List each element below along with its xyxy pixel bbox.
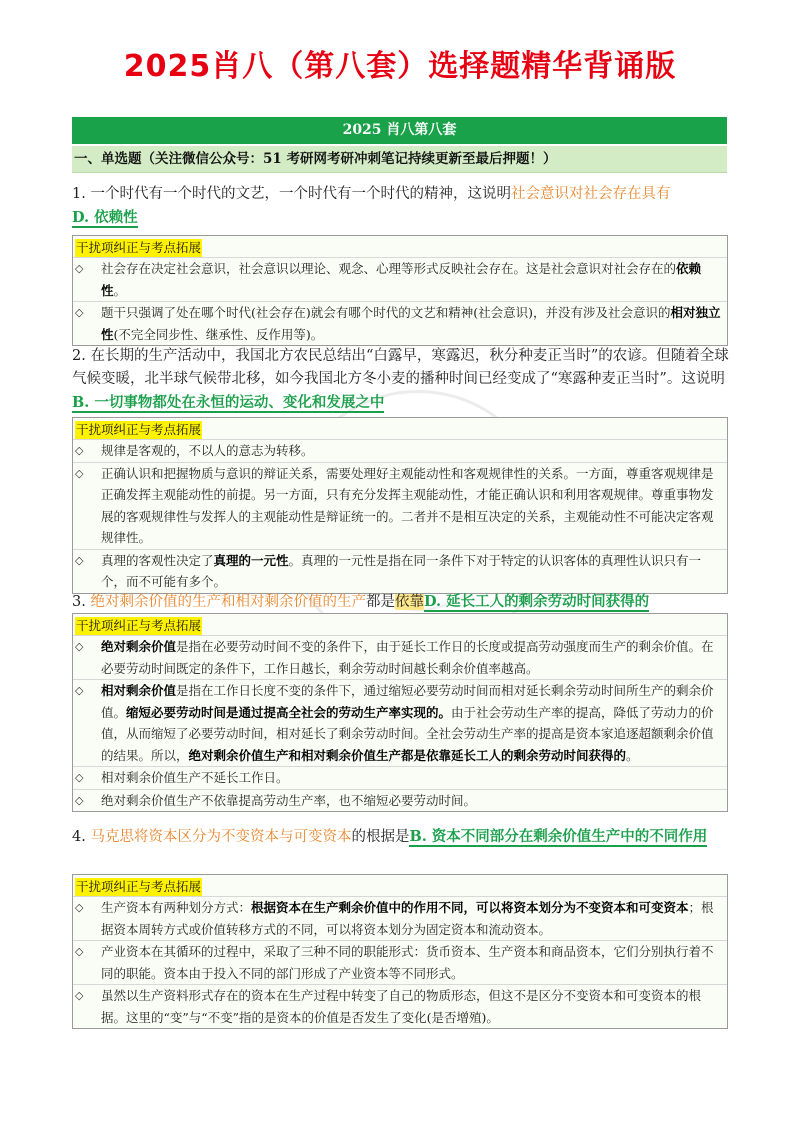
note-item: ◇ 相对剩余价值生产不延长工作日。: [73, 766, 727, 789]
note-item: ◇ 相对剩余价值是指在工作日长度不变的条件下，通过缩短必要劳动时间而相对延长剩余劳动时间所生产的剩余价值。缩短必要劳动时间是通过提高全社会的劳动生产率实现的。由于社会劳动生产率的提高，降低了劳动力的价值，从而缩短了必要劳动时间，相对延长了剩余劳动时间。全社会劳动生产率的提高是资本家追逐超额剩余价值的结果。所以，绝对剩余价值生产和相对剩余价值生产都是依靠延长工人的剩余劳动时间获得的。: [73, 679, 727, 766]
question-1: [72, 183, 732, 230]
diamond-bullet-icon: ◇: [75, 793, 84, 807]
note-item: ◇ 产业资本在其循环的过程中，采取了三种不同的职能形式：货币资本、生产资本和商品资本，它们分别执行着不同的职能。资本由于投入不同的部门形成了产业资本等不同形式。: [73, 940, 727, 984]
note-item: ◇ 规律是客观的，不以人的意志为转移。: [73, 439, 727, 462]
note-item: ◇ 绝对剩余价值生产不依靠提高劳动生产率，也不缩短必要劳动时间。: [73, 789, 727, 812]
diamond-bullet-icon: ◇: [75, 306, 84, 319]
notes-box-label: 干扰项纠正与考点拓展: [76, 240, 202, 255]
question-3-answer: D. 延长工人的剩余劳动时间获得的: [423, 593, 650, 610]
question-4-notes-box: [72, 874, 728, 1029]
diamond-bullet-icon: ◇: [75, 466, 84, 480]
question-3: 3. 绝对剩余价值的生产和相对剩余价值的生产都是依靠D. 延长工人的剩余劳动时间获得的: [72, 593, 650, 610]
question-1-highlight: 社会意识对社会存在具有: [510, 186, 671, 202]
question-2-notes-box: [72, 417, 728, 594]
note-item: ◇ 正确认识和把握物质与意识的辩证关系，需要处理好主观能动性和客观规律性的关系。一方面，尊重客观规律是正确发挥主观能动性的前提。另一方面，只有充分发挥主观能动性，才能正确认识和利用客观规律。尊重事物发展的客观规律性与发挥人的主观能动性是辩证统一的。二者并不是相互决定的关系，主观能动性不可能决定客观规律性。: [73, 462, 727, 549]
notes-box-label: 干扰项纠正与考点拓展: [76, 618, 202, 633]
note-item: ◇ 社会存在决定社会意识，社会意识以理论、观念、心理等形式反映社会存在。这是社会意识对社会存在的依赖性。: [73, 257, 727, 301]
question-4-highlight: 马克思将资本区分为不变资本与可变资本: [90, 829, 352, 845]
diamond-bullet-icon: ◇: [75, 553, 84, 567]
diamond-bullet-icon: ◇: [75, 684, 84, 697]
note-item: ◇ 生产资本有两种划分方式：根据资本在生产剩余价值中的作用不同，可以将资本划分为不变资本和可变资本；根据资本周转方式或价值转移方式的不同，可以将资本划分为固定资本和流动资本。: [73, 896, 727, 940]
diamond-bullet-icon: ◇: [75, 901, 84, 914]
diamond-bullet-icon: ◇: [75, 771, 84, 784]
diamond-bullet-icon: ◇: [75, 640, 84, 653]
note-item: ◇ 绝对剩余价值是指在必要劳动时间不变的条件下，由于延长工作日的长度或提高劳动强度而生产的剩余价值。在必要劳动时间既定的条件下，工作日越长，剩余劳动时间越长剩余价值率越高。: [73, 635, 727, 679]
question-4: 4. 马克思将资本区分为不变资本与可变资本的根据是B. 资本不同部分在剩余价值生产中的不同作用: [72, 828, 708, 845]
question-2: [72, 345, 732, 415]
question-2-stem: 2. 在长期的生产活动中，我国北方农民总结出“白露早，寒露迟，秋分种麦正当时”的农谚。但随着全球气候变暖，北半球气候带北移，如今我国北方冬小麦的播种时间已经变成了“寒露种麦正当时”。这说明: [72, 348, 729, 387]
diamond-bullet-icon: ◇: [75, 945, 84, 958]
question-2-answer: B. 一切事物都处在永恒的运动、变化和发展之中: [72, 394, 385, 411]
diamond-bullet-icon: ◇: [75, 262, 84, 275]
question-1-answer: D. 依赖性: [72, 209, 138, 226]
question-3-highlight: 绝对剩余价值的生产和相对剩余价值的生产: [90, 594, 366, 610]
note-item: ◇ 真理的客观性决定了真理的一元性。真理的一元性是指在同一条件下对于特定的认识客体的真理性认识只有一个，而不可能有多个。: [73, 549, 727, 593]
question-4-answer: B. 资本不同部分在剩余价值生产中的不同作用: [409, 828, 708, 845]
question-3-marked-word: 依靠: [394, 594, 424, 610]
section-header-bar: 一、单选题（关注微信公众号：51 考研网考研冲刺笔记持续更新至最后押题！）: [72, 146, 727, 173]
set-header-bar: 2025 肖八第八套: [72, 117, 727, 144]
notes-box-label: 干扰项纠正与考点拓展: [76, 422, 202, 437]
notes-box-label: 干扰项纠正与考点拓展: [76, 879, 202, 894]
question-1-stem: 1. 一个时代有一个时代的文艺，一个时代有一个时代的精神，这说明: [72, 186, 511, 202]
question-1-notes-box: [72, 235, 728, 346]
diamond-bullet-icon: ◇: [75, 444, 84, 457]
question-3-notes-box: [72, 613, 728, 812]
diamond-bullet-icon: ◇: [75, 989, 84, 1002]
note-item: ◇ 题干只强调了处在哪个时代(社会存在)就会有哪个时代的文艺和精神(社会意识)，并没有涉及社会意识的相对独立性(不完全同步性、继承性、反作用等)。: [73, 301, 727, 345]
document-title: 2025肖八（第八套）选择题精华背诵版: [123, 49, 677, 84]
note-item: ◇ 虽然以生产资料形式存在的资本在生产过程中转变了自己的物质形态，但这不是区分不变资本和可变资本的根据。这里的“变”与“不变”指的是资本的价值是否发生了变化(是否增殖)。: [73, 984, 727, 1028]
